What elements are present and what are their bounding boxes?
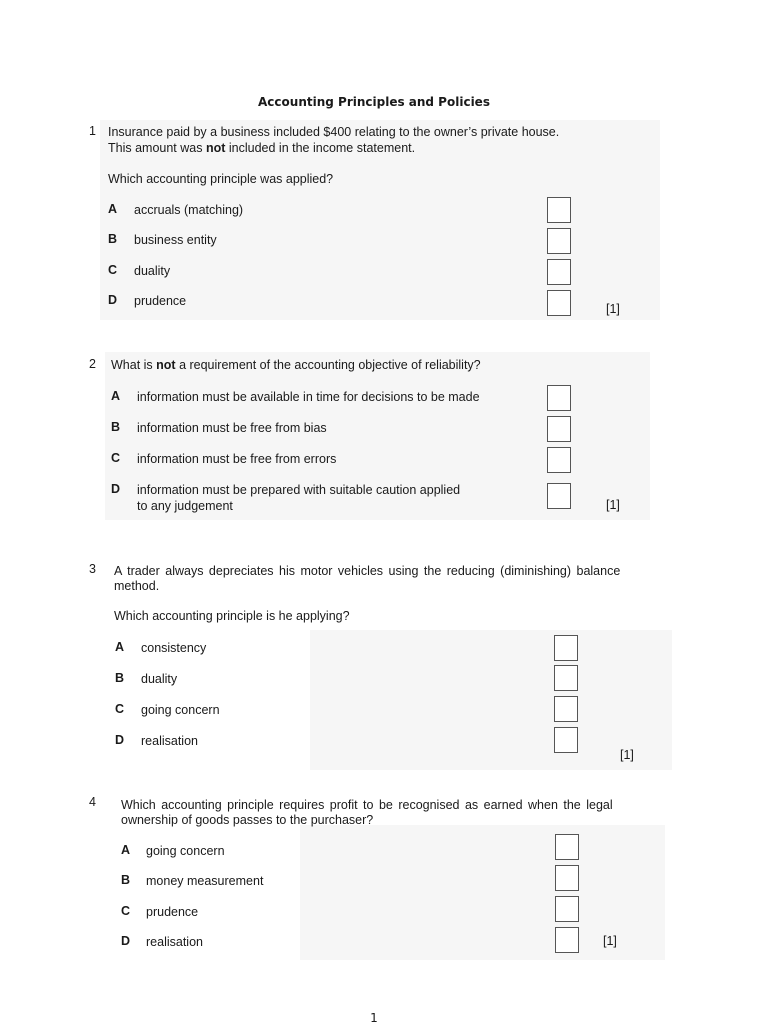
- option-letter: B: [108, 232, 118, 246]
- option-letter: D: [108, 293, 118, 307]
- answer-checkbox[interactable]: [547, 483, 571, 509]
- answer-checkbox[interactable]: [547, 259, 571, 285]
- answer-checkbox[interactable]: [547, 447, 571, 473]
- option-text: business entity: [134, 233, 217, 247]
- mark-allocation: [1]: [603, 934, 617, 948]
- option-letter: C: [111, 451, 121, 465]
- answer-checkbox[interactable]: [554, 665, 578, 691]
- question-number: 2: [89, 357, 96, 371]
- page-title: Accounting Principles and Policies: [258, 95, 490, 109]
- option-text: prudence: [134, 294, 187, 308]
- mark-allocation: [1]: [620, 748, 634, 762]
- option-letter: A: [121, 843, 131, 857]
- option-letter: C: [108, 263, 118, 277]
- question-stem-line: ownership of goods passes to the purchaser?: [121, 813, 374, 827]
- question-number: 4: [89, 795, 96, 809]
- answer-checkbox[interactable]: [555, 865, 579, 891]
- option-letter: D: [115, 733, 125, 747]
- option-text-continued: to any judgement: [137, 499, 233, 513]
- option-text: going concern: [141, 703, 220, 717]
- question-stem-line: What is not a requirement of the accounting objective of reliability?: [111, 358, 481, 372]
- option-letter: A: [115, 640, 125, 654]
- option-letter: C: [115, 702, 125, 716]
- mark-allocation: [1]: [606, 302, 620, 316]
- option-letter: A: [108, 202, 118, 216]
- answer-checkbox[interactable]: [547, 197, 571, 223]
- option-text: realisation: [141, 734, 198, 748]
- page-number: 1: [370, 1011, 378, 1025]
- option-letter: C: [121, 904, 131, 918]
- question-stem-line: A trader always depreciates his motor vehicles using the reducing (diminishing) balance: [114, 564, 621, 578]
- option-text: information must be free from bias: [137, 421, 327, 435]
- option-text: money measurement: [146, 874, 264, 888]
- option-letter: B: [121, 873, 131, 887]
- option-letter: A: [111, 389, 121, 403]
- option-text: information must be available in time for decisions to be made: [137, 390, 480, 404]
- question-prompt: Which accounting principle is he applying?: [114, 609, 350, 623]
- answer-checkbox[interactable]: [554, 635, 578, 661]
- option-text: information must be prepared with suitable caution applied: [137, 483, 461, 497]
- option-letter: D: [121, 934, 131, 948]
- option-text: realisation: [146, 935, 203, 949]
- answer-checkbox[interactable]: [555, 834, 579, 860]
- mark-allocation: [1]: [606, 498, 620, 512]
- question-stem-line: method.: [114, 579, 160, 593]
- answer-checkbox[interactable]: [547, 385, 571, 411]
- option-text: consistency: [141, 641, 207, 655]
- question-stem-line: This amount was not included in the income statement.: [108, 141, 416, 155]
- answer-checkbox[interactable]: [547, 416, 571, 442]
- option-text: accruals (matching): [134, 203, 244, 217]
- question-number: 1: [89, 124, 96, 138]
- answer-checkbox[interactable]: [554, 727, 578, 753]
- option-letter: D: [111, 482, 121, 496]
- question-3-scan: [310, 630, 672, 770]
- question-number: 3: [89, 562, 96, 576]
- answer-checkbox[interactable]: [555, 896, 579, 922]
- option-text: going concern: [146, 844, 225, 858]
- question-stem-line: Which accounting principle requires profit to be recognised as earned when the legal: [121, 798, 613, 812]
- question-prompt: Which accounting principle was applied?: [108, 172, 334, 186]
- option-letter: B: [115, 671, 125, 685]
- option-text: duality: [134, 264, 171, 278]
- answer-checkbox[interactable]: [547, 290, 571, 316]
- answer-checkbox[interactable]: [547, 228, 571, 254]
- option-text: prudence: [146, 905, 199, 919]
- option-text: duality: [141, 672, 178, 686]
- option-letter: B: [111, 420, 121, 434]
- answer-checkbox[interactable]: [554, 696, 578, 722]
- question-stem-line: Insurance paid by a business included $400 relating to the owner’s private house.: [108, 125, 560, 139]
- answer-checkbox[interactable]: [555, 927, 579, 953]
- option-text: information must be free from errors: [137, 452, 337, 466]
